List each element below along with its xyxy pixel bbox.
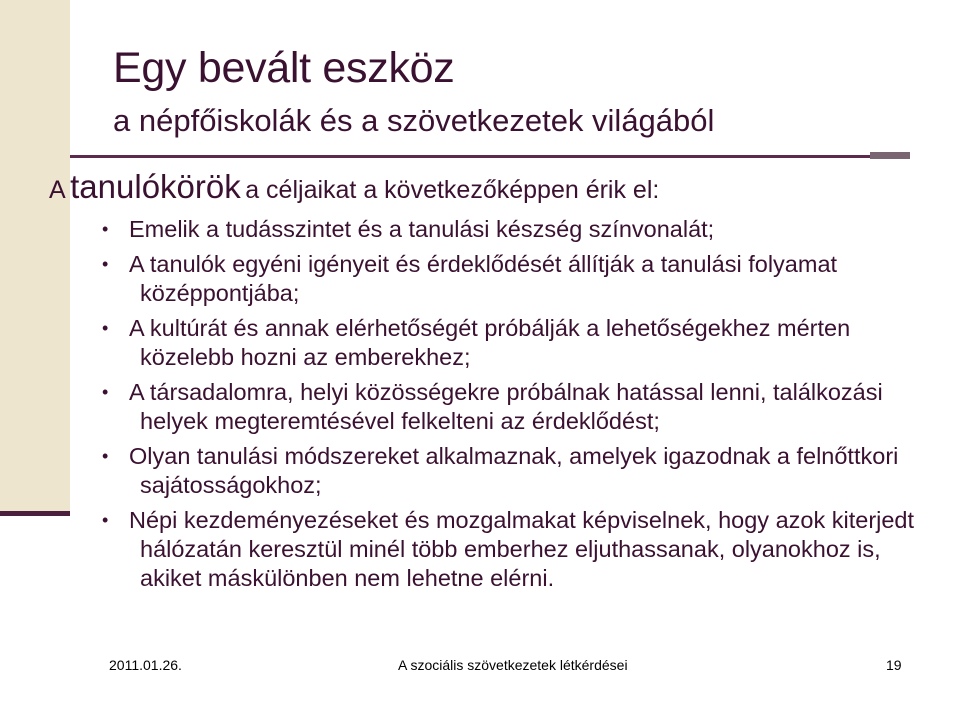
bullet-text: Népi kezdeményezéseket és mozgalmakat képviselnek, hogy azok kiterjedt hálózatán keresztül minél több emberhez eljuthassanak, olyanokhoz is, akiket máskülönben nem lehetne elérni.: [129, 507, 915, 591]
bullet-icon: •: [102, 219, 109, 239]
intro-keyword: tanulókörök: [70, 168, 241, 205]
bullet-text: Olyan tanulási módszereket alkalmaznak, amelyek igazodnak a felnőttkori sajátosságokhoz;: [129, 443, 899, 498]
title-divider-accent: [870, 152, 910, 159]
bullet-text: A tanulók egyéni igényeit és érdeklődését állítják a tanulási folyamat középpontjába;: [129, 251, 838, 306]
bullet-list: [92, 215, 922, 599]
bullet-item: [92, 506, 922, 593]
intro-line: [49, 168, 929, 206]
bullet-text: A társadalomra, helyi közösségekre próbálnak hatással lenni, találkozási helyek megteremtésével felkelteni az érdeklődést;: [129, 379, 883, 434]
slide-title: Egy bevált eszköz: [113, 44, 455, 92]
bullet-text: A kultúrát és annak elérhetőségét próbálják a lehetőségekhez mérten közelebb hozni az emberekhez;: [129, 315, 851, 370]
sidebar-accent-bar: [0, 511, 70, 516]
title-divider: [70, 155, 910, 158]
intro-suffix: a céljaikat a következőképpen érik el:: [245, 176, 660, 204]
page-number: 19: [886, 657, 902, 673]
bullet-icon: •: [102, 446, 109, 466]
bullet-item: [92, 314, 922, 372]
intro-prefix: A: [49, 176, 66, 204]
bullet-text: Emelik a tudásszintet és a tanulási készség színvonalát;: [129, 216, 715, 242]
bullet-icon: •: [102, 254, 109, 274]
bullet-item: [92, 442, 922, 500]
decorative-sidebar: [0, 0, 70, 511]
bullet-item: [92, 250, 922, 308]
bullet-icon: •: [102, 510, 109, 530]
bullet-item: [92, 378, 922, 436]
footer-title: A szociális szövetkezetek létkérdései: [398, 657, 628, 673]
bullet-item: [92, 215, 922, 244]
footer-date: 2011.01.26.: [109, 657, 182, 673]
bullet-icon: •: [102, 318, 109, 338]
bullet-icon: •: [102, 382, 109, 402]
slide-subtitle: a népfőiskolák és a szövetkezetek világából: [113, 103, 715, 138]
